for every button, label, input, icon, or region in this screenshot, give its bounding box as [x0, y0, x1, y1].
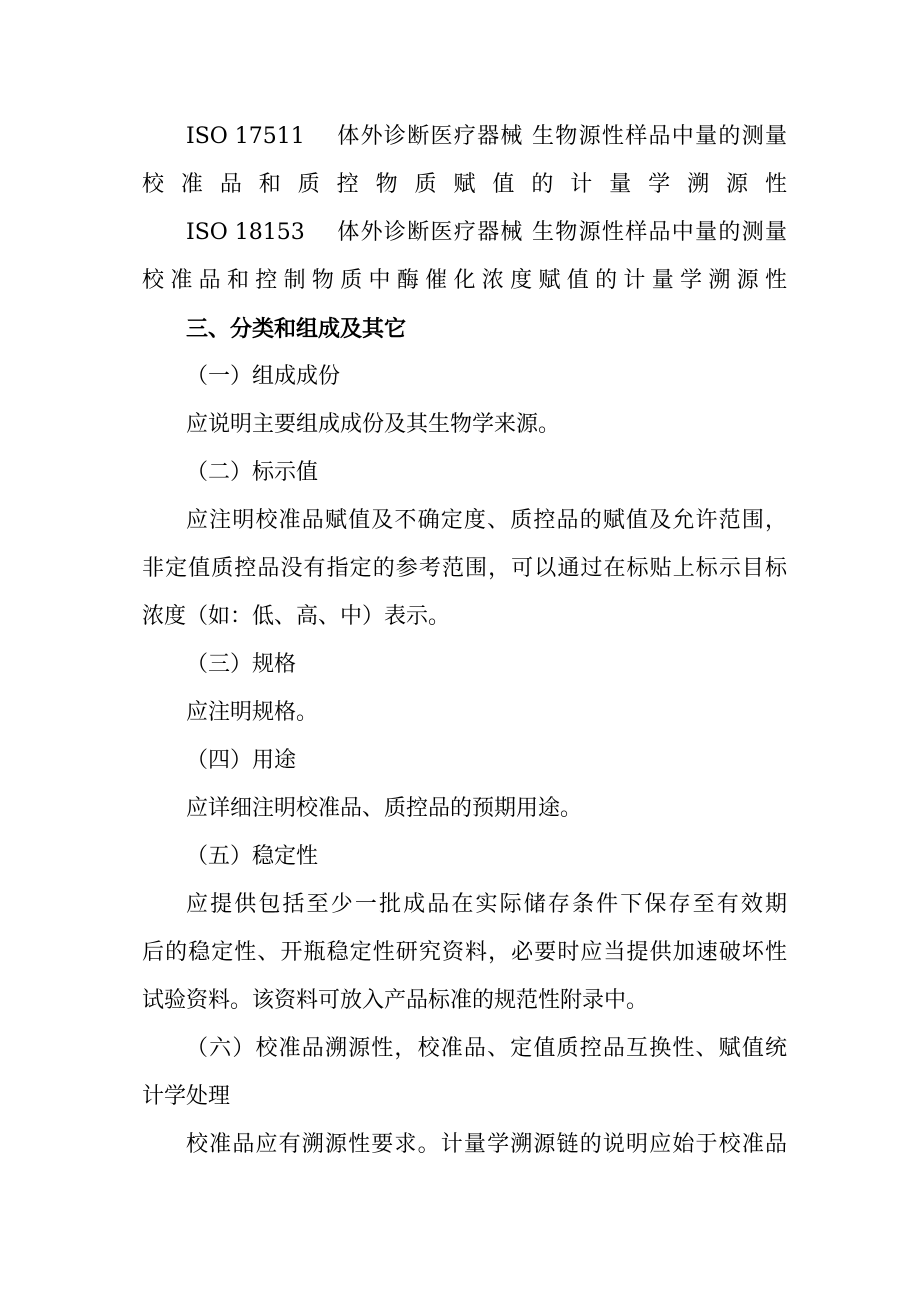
standard-code: ISO 17511 [186, 124, 305, 149]
subsection-title-6-line2: 计学处理 [142, 1084, 231, 1109]
paragraph-4-line1: 应详细注明校准品、质控品的预期用途。 [186, 796, 583, 821]
paragraph-5-line2: 后的稳定性、开瓶稳定性研究资料，必要时应当提供加速破坏性 [142, 940, 787, 965]
paragraph-1-line1: 应说明主要组成成份及其生物学来源。 [186, 412, 561, 437]
standard-iso17511-line2: 校准品和质控物质赋值的计量学溯源性 [142, 172, 787, 197]
standard-title: 体外诊断医疗器械 生物源性样品中量的测量 [336, 124, 787, 149]
subsection-title-2: （二）标示值 [186, 460, 319, 485]
subsection-title-4: （四）用途 [186, 748, 297, 773]
paragraph-5-line3: 试验资料。该资料可放入产品标准的规范性附录中。 [142, 988, 649, 1013]
section-heading: 三、分类和组成及其它 [186, 316, 407, 342]
paragraph-2-line3: 浓度（如：低、高、中）表示。 [142, 604, 451, 629]
subsection-title-1: （一）组成成份 [186, 364, 341, 389]
standard-code: ISO 18153 [186, 220, 305, 245]
subsection-title-3: （三）规格 [186, 652, 297, 677]
paragraph-6-line1: 校准品应有溯源性要求。计量学溯源链的说明应始于校准品 [186, 1132, 787, 1157]
subsection-title-6-line1: （六）校准品溯源性，校准品、定值质控品互换性、赋值统 [186, 1036, 787, 1061]
standard-iso18153-line1 [186, 218, 787, 248]
standard-iso17511-line1 [186, 122, 787, 152]
paragraph-2-line1: 应注明校准品赋值及不确定度、质控品的赋值及允许范围， [186, 508, 787, 533]
paragraph-2-line2: 非定值质控品没有指定的参考范围，可以通过在标贴上标示目标 [142, 556, 787, 581]
subsection-title-5: （五）稳定性 [186, 844, 319, 869]
standard-iso18153-line2: 校准品和控制物质中酶催化浓度赋值的计量学溯源性 [142, 268, 787, 293]
standard-title: 体外诊断医疗器械 生物源性样品中量的测量 [336, 220, 787, 245]
paragraph-5-line1: 应提供包括至少一批成品在实际储存条件下保存至有效期 [186, 892, 787, 917]
paragraph-3-line1: 应注明规格。 [186, 700, 319, 725]
